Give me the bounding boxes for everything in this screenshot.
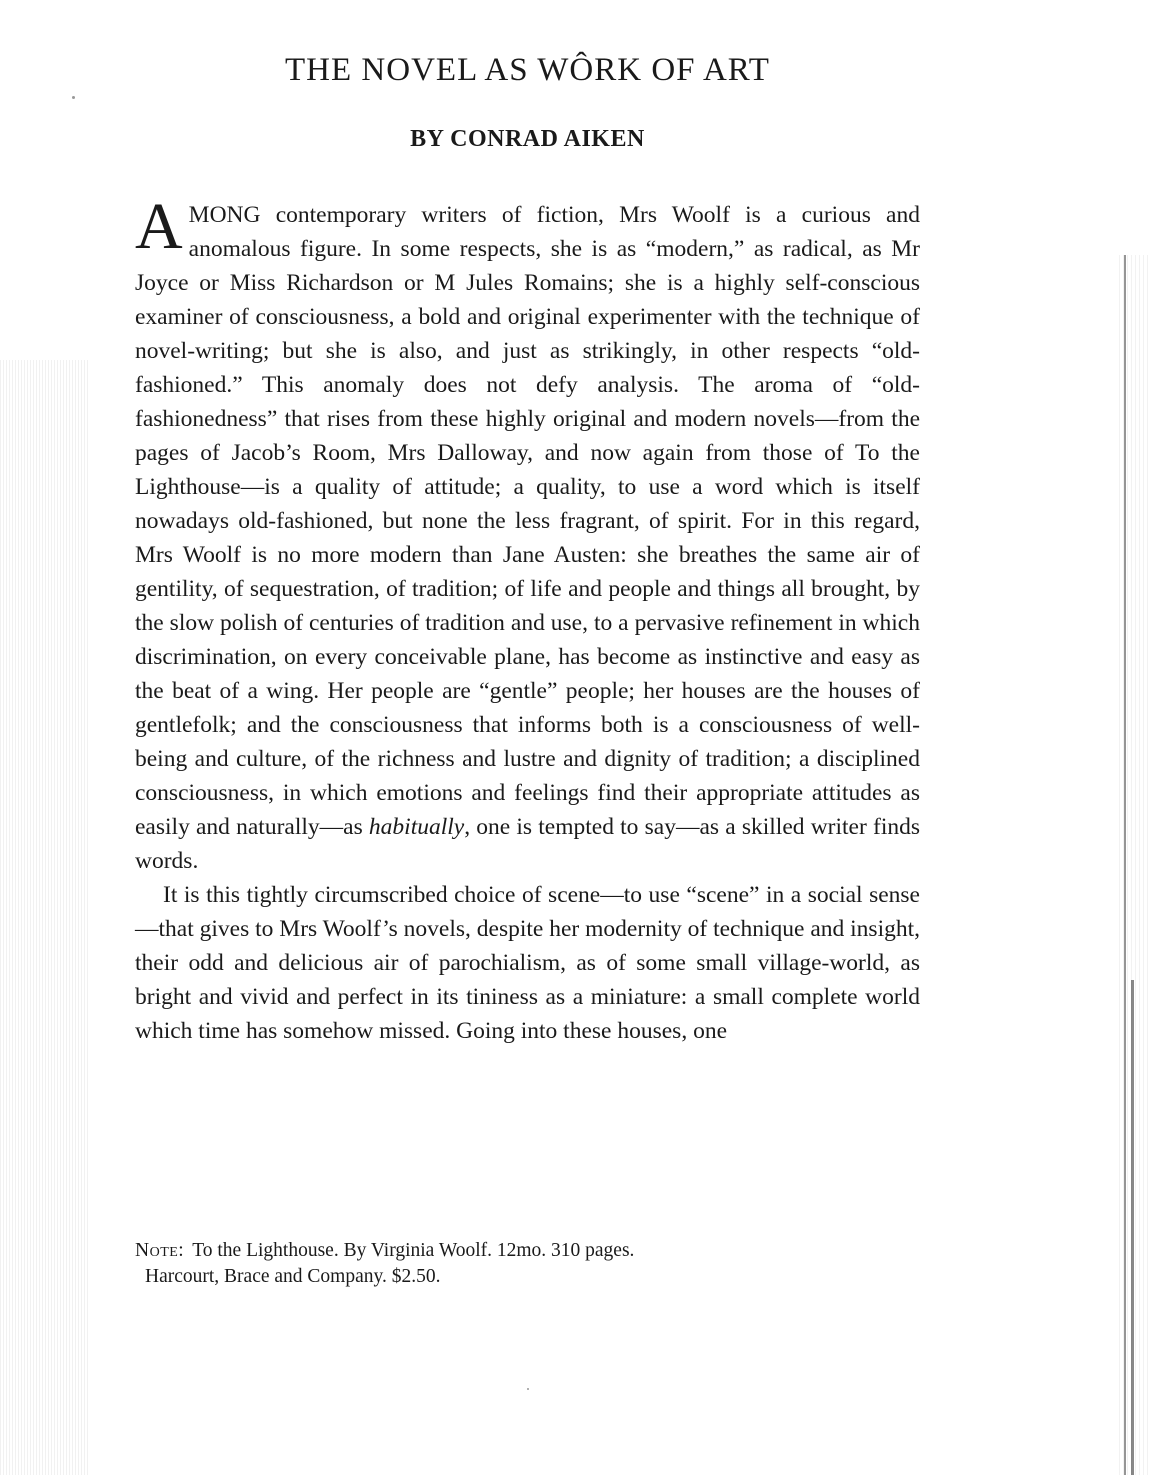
drop-cap: A xyxy=(135,190,183,263)
byline: BY CONRAD AIKEN xyxy=(410,126,645,152)
scan-rule-right xyxy=(1124,255,1126,1475)
paragraph-1 xyxy=(135,190,920,878)
lead-caps: MONG xyxy=(188,202,261,228)
paragraph-2: It is this tightly circumscribed choice of scene—to use “scene” in a social sense—that gives to Mrs Woolf’s novels, despite her modernity of technique and insight, their odd and delicious air of parochialism, as of some small village-world, as bright and vivid and perfect in its tininess as a miniature: a small complete world which time has somehow missed. Going into these houses, one xyxy=(135,882,920,1044)
emphasis-habitually: habitually xyxy=(368,814,465,840)
note-line-1: To the Lighthouse. By Virginia Woolf. 12mo. 310 pages. xyxy=(192,1240,635,1261)
scan-speck xyxy=(72,96,75,99)
scan-edge-left xyxy=(0,360,90,1475)
article-body xyxy=(135,190,920,1048)
article-title: THE NOVEL AS WÔRK OF ART xyxy=(285,52,770,88)
scan-rule-right-secondary xyxy=(1131,980,1134,1475)
note-label: Note: xyxy=(135,1240,185,1261)
footnote xyxy=(135,1238,920,1290)
paragraph-1-text-b: , one is tempted to say—as a skilled writer finds words. xyxy=(135,814,920,874)
paragraph-1-text-a: contemporary writers of fiction, Mrs Woolf is a curious and anomalous figure. In some respects, she is as “modern,” as radical, as Mr Joyce or Miss Richardson or M Jules Romains; she is a highly self-conscious examiner of consciousness, a bold and original experimenter with the technique of novel-writing; but she is also, and just as strikingly, in other respects “old-fashioned.” This anomaly does not defy analysis. The aroma of “old-fashionedness” that rises from these highly original and modern novels—from the pages of Jacob’s Room, Mrs Dalloway, and now again from those of To the Lighthouse—is a quality of attitude; a quality, to use a word which is itself nowadays old-fashioned, but none the less fragrant, of spirit. For in this regard, Mrs Woolf is no more modern than Jane Austen: she breathes the same air of gentility, of sequestration, of tradition; of life and people and things all brought, by the slow polish of centuries of tradition and use, to a pervasive refinement in which discrimination, on every conceivable plane, has become as instinctive and easy as the beat of a wing. Her people are “gentle” people; her houses are the houses of gentlefolk; and the consciousness that informs both is a consciousness of well-being and culture, of the richness and lustre and dignity of tradition; a disciplined consciousness, in which emotions and feelings find their appropriate attitudes as easily and naturally—as xyxy=(135,202,920,840)
note-line-2: Harcourt, Brace and Company. $2.50. xyxy=(145,1266,441,1287)
scan-speck xyxy=(527,1388,529,1390)
